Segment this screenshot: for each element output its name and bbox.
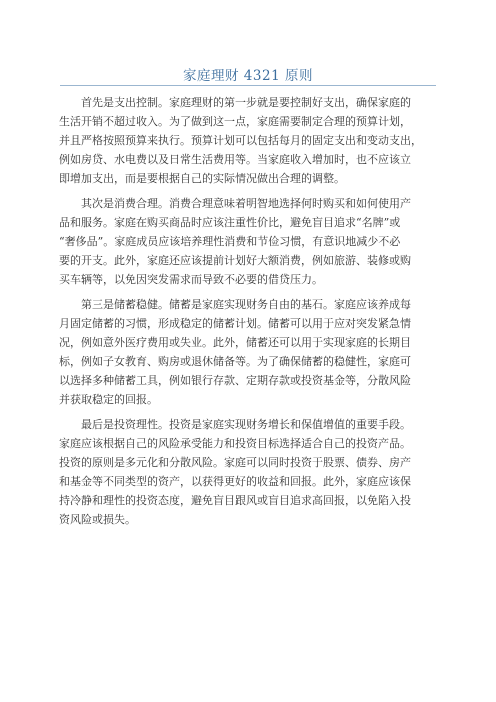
paragraph (59, 93, 443, 188)
paragraph-line: 以选择多种储蓄工具，例如银行存款、定期存款或投资基金等，分散风险 (59, 374, 411, 387)
paragraph-line: 投资的原则是多元化和分散风险。家庭可以同时投资于股票、债券、房产 (59, 456, 411, 469)
document-body (59, 93, 443, 535)
paragraph-line: 和基金等不同类型的资产，以获得更好的收益和回报。此外，家庭应该保 (59, 475, 411, 488)
paragraph-line: 并且严格按照预算来执行。预算计划可以包括每月的固定支出和变动支出， (59, 134, 422, 147)
paragraph-line: 最后是投资理性。投资是家庭实现财务增长和保值增值的重要手段。 (81, 418, 411, 431)
paragraph-line: 持冷静和理性的投资态度，避免盲目跟风或盲目追求高回报，以免陷入投 (59, 494, 411, 507)
paragraph-line: 第三是储蓄稳健。储蓄是家庭实现财务自由的基石。家庭应该养成每 (81, 298, 411, 311)
paragraph (59, 194, 443, 289)
paragraph-line: 资风险或损失。 (59, 513, 136, 526)
paragraph-line: “奢侈品”。家庭成员应该培养理性消费和节俭习惯，有意识地减少不必 (59, 235, 401, 248)
document-title: 家庭理财 4321 原则 (183, 68, 313, 84)
paragraph-line: 标，例如子女教育、购房或退休储备等。为了确保储蓄的稳健性，家庭可 (59, 355, 411, 368)
paragraph-line: 要的开支。此外，家庭还应该提前计划好大额消费，例如旅游、装修或购 (59, 254, 411, 267)
paragraph (59, 295, 443, 409)
title-divider (60, 85, 436, 86)
paragraph-line: 并获取稳定的回报。 (59, 393, 158, 406)
paragraph-line: 生活开销不超过收入。为了做到这一点，家庭需要制定合理的预算计划， (59, 115, 411, 128)
paragraph-line: 况，例如意外医疗费用或失业。此外，储蓄还可以用于实现家庭的长期目 (59, 336, 411, 349)
paragraph-line: 首先是支出控制。家庭理财的第一步就是要控制好支出，确保家庭的 (81, 96, 411, 109)
paragraph-line: 买车辆等，以免因突发需求而导致不必要的借贷压力。 (59, 273, 323, 286)
paragraph-line: 例如房贷、水电费以及日常生活费用等。当家庭收入增加时，也不应该立 (59, 153, 411, 166)
paragraph-line: 品和服务。家庭在购买商品时应该注重性价比，避免盲目追求“名牌”或 (59, 216, 401, 229)
paragraph-line: 即增加支出，而是要根据自己的实际情况做出合理的调整。 (59, 172, 345, 185)
paragraph-line: 其次是消费合理。消费合理意味着明智地选择何时购买和如何使用产 (81, 197, 411, 210)
paragraph-line: 家庭应该根据自己的风险承受能力和投资目标选择适合自己的投资产品。 (59, 437, 411, 450)
paragraph (59, 415, 443, 529)
paragraph-line: 月固定储蓄的习惯，形成稳定的储蓄计划。储蓄可以用于应对突发紧急情 (59, 317, 411, 330)
